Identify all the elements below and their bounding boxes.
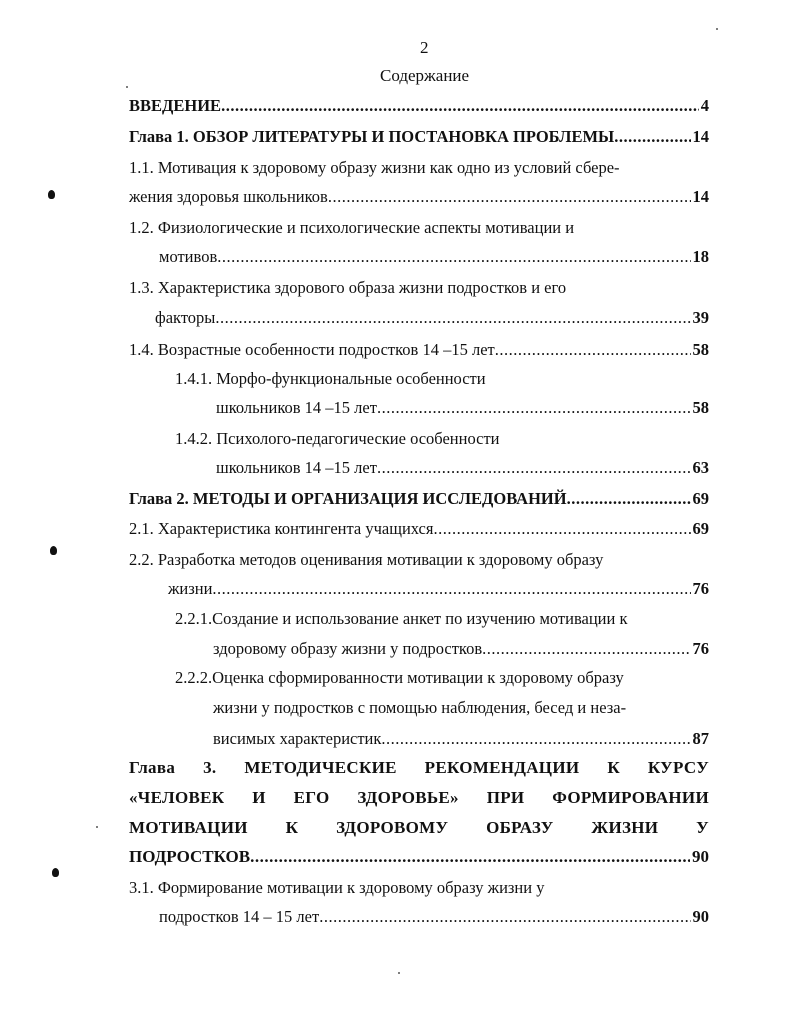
dot-leader	[495, 339, 691, 361]
toc-page-number: 87	[692, 729, 709, 748]
toc-entry-1-4-2	[216, 457, 709, 479]
toc-word: ФОРМИРОВАНИИ	[552, 788, 709, 807]
toc-entry-1-4	[129, 339, 709, 361]
toc-page-number: 58	[692, 398, 709, 417]
scan-speck	[398, 972, 400, 974]
scan-speck	[126, 86, 128, 88]
dot-leader	[250, 846, 690, 868]
toc-entry-2-2	[168, 578, 709, 600]
toc-page-number: 69	[692, 519, 709, 538]
toc-entry-2-2-title: 2.2. Разработка методов оценивания мотивации к здоровому образу	[129, 550, 604, 569]
toc-page-number: 4	[700, 96, 709, 115]
dot-leader	[221, 95, 699, 117]
toc-entry-title: мотивов	[159, 247, 218, 266]
binding-mark	[50, 546, 57, 555]
toc-word: ЗДОРОВОМУ	[336, 818, 449, 837]
dot-leader	[377, 397, 691, 419]
toc-entry-chapter-3-line2	[129, 786, 709, 810]
toc-word: Глава	[129, 758, 176, 777]
toc-entry-chapter-1	[129, 126, 709, 148]
toc-word: ОБРАЗУ	[486, 818, 554, 837]
dot-leader	[433, 518, 690, 540]
toc-entry-title: Глава 2. МЕТОДЫ И ОРГАНИЗАЦИЯ ИССЛЕДОВАНИЙ	[129, 489, 567, 508]
dot-leader	[212, 578, 690, 600]
toc-entry-title: школьников 14 –15 лет	[216, 458, 377, 477]
toc-entry-3-1-title: 3.1. Формирование мотивации к здоровому образу жизни у	[129, 878, 545, 897]
toc-entry-title: 2.1. Характеристика контингента учащихся	[129, 519, 434, 538]
dot-leader	[482, 638, 690, 660]
dot-leader	[217, 246, 690, 268]
toc-entry-2-2-2-title: 2.2.2.Оценка сформированности мотивации к здоровому образу	[175, 668, 624, 687]
toc-entry-2-2-2-title-line2: жизни у подростков с помощью наблюдения, бесед и неза-	[213, 698, 627, 717]
binding-mark	[48, 190, 55, 199]
toc-entry-title: Глава 1. ОБЗОР ЛИТЕРАТУРЫ И ПОСТАНОВКА ПРОБЛЕМЫ	[129, 127, 615, 146]
toc-page-number: 39	[692, 308, 709, 327]
toc-entry-chapter-2	[129, 488, 709, 510]
toc-entry-2-2-2	[213, 728, 709, 750]
dot-leader	[614, 126, 690, 148]
toc-entry-2-2-1-title: 2.2.1.Создание и использование анкет по изучению мотивации к	[175, 609, 628, 628]
toc-entry-1-4-1-title: 1.4.1. Морфо-функциональные особенности	[175, 369, 486, 388]
toc-word: «ЧЕЛОВЕК	[129, 788, 225, 807]
toc-entry-1-3-title: 1.3. Характеристика здорового образа жизни подростков и его	[129, 278, 567, 297]
toc-word: ЖИЗНИ	[591, 818, 659, 837]
toc-entry-chapter-3	[129, 846, 709, 868]
toc-entry-title: ПОДРОСТКОВ	[129, 847, 251, 866]
toc-entry-3-1	[159, 906, 709, 928]
toc-entry-1-1	[129, 186, 709, 208]
toc-entry-2-2-1	[213, 638, 709, 660]
toc-entry-1-4-2-title: 1.4.2. Психолого-педагогические особенности	[175, 429, 500, 448]
scan-speck	[96, 826, 98, 828]
toc-page-number: 14	[692, 127, 709, 146]
toc-entry-title: 1.4. Возрастные особенности подростков 14 –15 лет	[129, 340, 495, 359]
page-title: Содержание	[380, 66, 470, 85]
toc-page-number: 90	[692, 847, 709, 866]
dot-leader	[377, 457, 691, 479]
toc-page-number: 76	[692, 639, 709, 658]
toc-word: МЕТОДИЧЕСКИЕ	[244, 758, 397, 777]
toc-word: ПРИ	[486, 788, 525, 807]
toc-entry-chapter-3-line1	[129, 756, 709, 780]
toc-word: У	[696, 818, 709, 837]
toc-entry-title: жизни	[168, 579, 213, 598]
toc-entry-title: висимых характеристик	[213, 729, 382, 748]
toc-word: 3.	[203, 758, 217, 777]
dot-leader	[567, 488, 691, 510]
toc-word: ЗДОРОВЬЕ»	[357, 788, 459, 807]
toc-entry-title: подростков 14 – 15 лет	[159, 907, 320, 926]
toc-entry-chapter-3-line3	[129, 816, 709, 840]
toc-word: РЕКОМЕНДАЦИИ	[424, 758, 580, 777]
toc-entry-1-2	[159, 246, 709, 268]
toc-entry-title: ВВЕДЕНИЕ	[129, 96, 222, 115]
dot-leader	[319, 906, 690, 928]
binding-mark	[52, 868, 59, 877]
toc-entry-title: факторы	[155, 308, 216, 327]
page-number: 2	[420, 38, 429, 57]
toc-word: И	[252, 788, 266, 807]
toc-entry-title: здоровому образу жизни у подростков	[213, 639, 483, 658]
toc-entry-2-1	[129, 518, 709, 540]
scan-speck	[716, 28, 718, 30]
toc-word: К	[607, 758, 620, 777]
dot-leader	[328, 186, 691, 208]
toc-page-number: 76	[692, 579, 709, 598]
toc-page-number: 90	[692, 907, 709, 926]
toc-page-number: 63	[692, 458, 709, 477]
toc-page-number: 58	[692, 340, 709, 359]
toc-entry-1-1-title: 1.1. Мотивация к здоровому образу жизни как одно из условий сбере-	[129, 158, 620, 177]
toc-entry-title: школьников 14 –15 лет	[216, 398, 377, 417]
toc-page-number: 69	[692, 489, 709, 508]
toc-word: КУРСУ	[647, 758, 709, 777]
toc-word: К	[285, 818, 299, 837]
toc-page-number: 18	[692, 247, 709, 266]
toc-entry-introduction	[129, 95, 709, 117]
toc-word: ЕГО	[293, 788, 330, 807]
toc-entry-1-2-title: 1.2. Физиологические и психологические аспекты мотивации и	[129, 218, 575, 237]
toc-page-number: 14	[692, 187, 709, 206]
toc-word: МОТИВАЦИИ	[129, 818, 248, 837]
toc-entry-title: жения здоровья школьников	[129, 187, 328, 206]
toc-entry-1-3	[155, 307, 709, 329]
toc-entry-1-4-1	[216, 397, 709, 419]
dot-leader	[215, 307, 690, 329]
dot-leader	[381, 728, 690, 750]
